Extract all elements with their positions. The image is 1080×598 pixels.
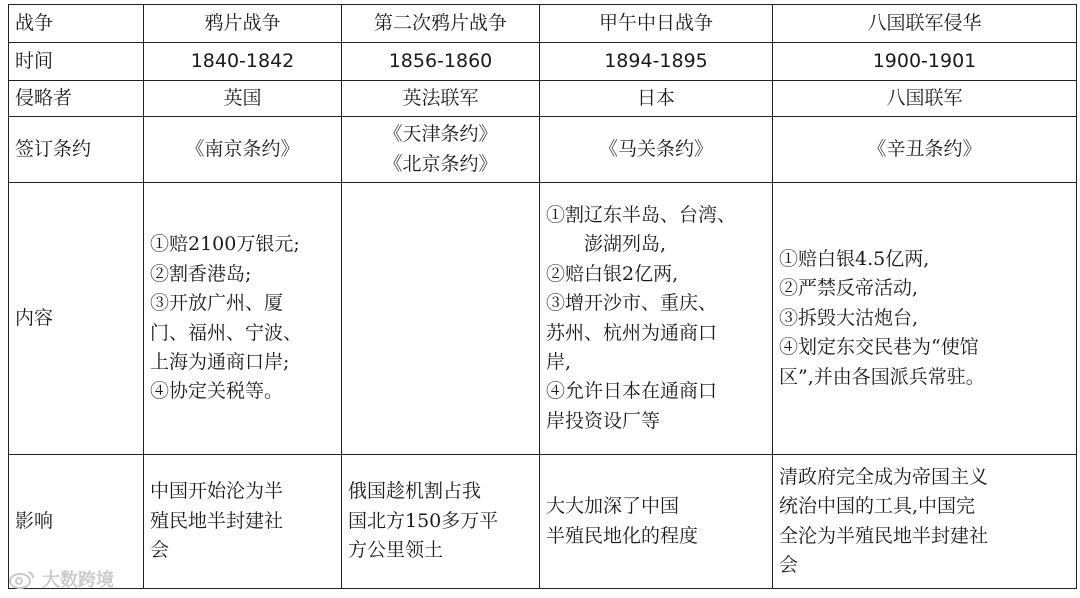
content-line: ②严禁反帝活动,: [779, 277, 919, 300]
impact-line: 国北方150多万平: [348, 509, 499, 532]
content-line: 澎湖列岛,: [584, 233, 667, 256]
content-line: ①赔2100万银元;: [150, 233, 300, 256]
time-boxer: 1900-1901: [773, 43, 1077, 81]
impact-line: 中国开始沦为半: [150, 480, 284, 503]
content-row: [9, 183, 1077, 455]
treaty-line: 《辛丑条约》: [867, 137, 982, 160]
content-opium: [144, 183, 342, 455]
treaty-line: 《马关条约》: [598, 137, 713, 160]
content-second-opium: [342, 183, 540, 455]
treaty-boxer: [773, 117, 1077, 183]
aggressor-opium: 英国: [144, 81, 342, 117]
impact-jiawu: [540, 455, 773, 589]
content-line: ②割香港岛;: [150, 262, 252, 285]
treaty-opium: [144, 117, 342, 183]
content-line: ④允许日本在通商口: [546, 380, 718, 403]
impact-second-opium: [342, 455, 540, 589]
row-label-aggressor: 侵略者: [9, 81, 144, 117]
treaty-line: 《天津条约》: [383, 123, 498, 146]
treaty-jiawu: [540, 117, 773, 183]
content-line: ③增开沙市、重庆、: [546, 292, 718, 315]
content-line: 上海为通商口岸;: [150, 350, 290, 373]
content-line: ④协定关税等。: [150, 380, 284, 403]
row-label-treaty: 签订条约: [9, 117, 144, 183]
impact-line: 俄国趁机割占我: [348, 480, 482, 503]
time-row: [9, 43, 1077, 81]
impact-opium: [144, 455, 342, 589]
content-line: 岸投资设厂等: [546, 409, 661, 432]
aggressor-jiawu: 日本: [540, 81, 773, 117]
weibo-logo-icon: [8, 569, 36, 589]
impact-line: 统治中国的工具,中国完: [779, 495, 976, 518]
war-opium: 鸦片战争: [144, 5, 342, 43]
time-opium: 1840-1842: [144, 43, 342, 81]
impact-boxer: [773, 455, 1077, 589]
content-line: ①赔白银4.5亿两,: [779, 247, 930, 270]
time-jiawu: 1894-1895: [540, 43, 773, 81]
row-label-impact: 影响: [9, 455, 144, 589]
watermark: [8, 566, 114, 592]
impact-line: 方公里领土: [348, 539, 444, 562]
impact-line: 清政府完全成为帝国主义: [779, 465, 989, 488]
impact-line: 会: [779, 553, 799, 576]
impact-line: 会: [150, 539, 170, 562]
content-jiawu: [540, 183, 773, 455]
watermark-text: 大数跨境: [42, 570, 114, 591]
time-second-opium: 1856-1860: [342, 43, 540, 81]
aggressor-second-opium: 英法联军: [342, 81, 540, 117]
treaty-row: [9, 117, 1077, 183]
content-line: 区”,并由各国派兵常驻。: [779, 365, 985, 388]
treaty-line: 《北京条约》: [383, 152, 498, 175]
war-boxer: 八国联军侵华: [773, 5, 1077, 43]
impact-row: [9, 455, 1077, 589]
content-line: ④划定东交民巷为“使馆: [779, 336, 979, 359]
row-label-time: 时间: [9, 43, 144, 81]
treaty-line: 《南京条约》: [185, 137, 300, 160]
treaty-second-opium: [342, 117, 540, 183]
impact-line: 大大加深了中国: [546, 495, 680, 518]
content-boxer: [773, 183, 1077, 455]
content-line: 门、福州、宁波、: [150, 321, 303, 344]
aggressor-row: [9, 81, 1077, 117]
impact-line: 殖民地半封建社: [150, 509, 284, 532]
war-second-opium: 第二次鸦片战争: [342, 5, 540, 43]
content-line: 苏州、杭州为通商口: [546, 321, 718, 344]
content-line: ①割辽东半岛、台湾、: [546, 203, 737, 226]
header-row: [9, 5, 1077, 43]
impact-line: 半殖民地化的程度: [546, 524, 699, 547]
aggressor-boxer: 八国联军: [773, 81, 1077, 117]
content-line: 岸,: [546, 350, 572, 373]
content-line: ③拆毁大沽炮台,: [779, 306, 919, 329]
content-line: ②赔白银2亿两,: [546, 262, 679, 285]
impact-line: 全沦为半殖民地半封建社: [779, 524, 989, 547]
row-label-content: 内容: [9, 183, 144, 455]
war-comparison-table: [8, 4, 1077, 589]
war-jiawu: 甲午中日战争: [540, 5, 773, 43]
row-label-war: 战争: [9, 5, 144, 43]
content-line: ③开放广州、厦: [150, 292, 284, 315]
